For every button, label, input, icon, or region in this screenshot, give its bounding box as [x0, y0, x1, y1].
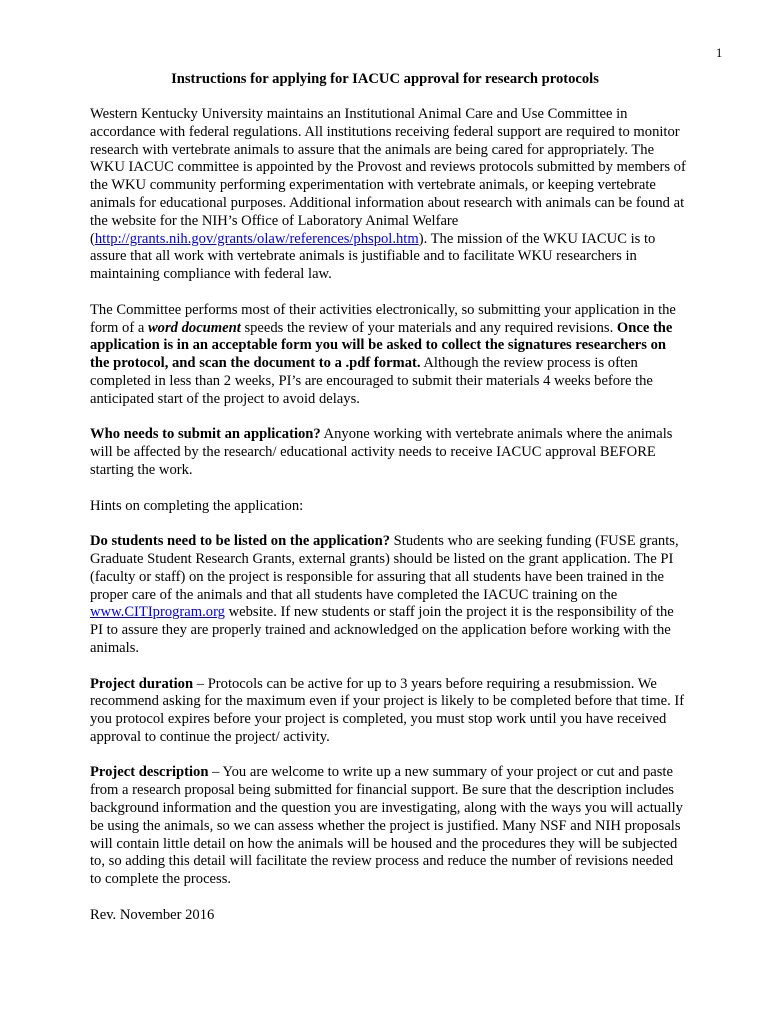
document-title: Instructions for applying for IACUC approval for research protocols	[171, 71, 599, 87]
duration-text: – Protocols can be active for up to 3 years before requiring a resubmission. We recommend asking for the maximum even if your project is likely to be completed before that time. If you protocol expires before your project is completed, you must stop work until you have received approval to continue the project/ activity.	[90, 675, 685, 745]
submission-paragraph	[90, 302, 688, 409]
description-text: – You are welcome to write up a new summary of your project or cut and paste from a research proposal being submitted for financial support. Be sure that the description includes background information and the question you are investigating, along with the ways you will actually be using the animals, so we can assess whether the project is justified. Many NSF and NIH proposals will contain little detail on how the animals will be housed and the procedures they will be subjected to, so adding this detail will facilitate the review process and reduce the number of revisions needed to complete the process.	[90, 764, 683, 888]
students-text-a: Students who are seeking funding (FUSE grants, Graduate Student Research Grants, external grants) should be listed on the grant application. The PI (faculty or staff) on the project is responsible for assuring that all students have been trained in the proper care of the animals and that all students have completed the IACUC training on the	[90, 533, 679, 603]
description-heading: Project description	[90, 764, 209, 781]
submission-text-b: speeds the review of your materials and any required revisions.	[240, 319, 617, 336]
submission-text-c: Although the review process is often completed in less than 2 weeks, PI’s are encouraged to submit their materials 4 weeks before the anticipated start of the project to avoid delays.	[90, 355, 653, 407]
duration-paragraph	[90, 676, 688, 747]
signature-instruction: Once the application is in an acceptable form you will be asked to collect the signatures researchers on the protocol, and scan the document to a .pdf format.	[90, 319, 673, 372]
students-heading: Do students need to be listed on the application?	[90, 533, 391, 550]
citi-program-link[interactable]: www.CITIprogram.org	[90, 604, 225, 621]
description-paragraph	[90, 764, 688, 889]
page-number: 1	[716, 46, 723, 60]
revision-note	[90, 907, 688, 925]
olaw-link[interactable]: http://grants.nih.gov/grants/olaw/references/phspol.htm	[94, 230, 419, 247]
duration-heading: Project duration	[90, 675, 194, 692]
intro-paragraph	[90, 106, 688, 284]
submission-text-a: The Committee performs most of their activities electronically, so submitting your application in the form of a	[90, 301, 676, 336]
revision-text: Rev. November 2016	[90, 906, 215, 923]
document-body	[90, 106, 688, 942]
intro-text-b: ). The mission of the WKU IACUC is to assure that all work with vertebrate animals is justifiable and to facilitate WKU researchers in maintaining compliance with federal law.	[90, 230, 656, 283]
intro-text-a: Western Kentucky University maintains an Institutional Animal Care and Use Committee in accordance with federal regulations. All institutions receiving federal support are required to monitor research with vertebrate animals to assure that the animals are being cared for appropriately. The WKU IACUC committee is appointed by the Provost and reviews protocols submitted by members of the WKU community performing experimentation with vertebrate animals, or keeping vertebrate animals for educational purposes. Additional information about research with animals can be found at the website for the NIH’s Office of Laboratory Animal Welfare (	[90, 106, 686, 247]
word-document-emphasis: word document	[147, 319, 241, 336]
hints-paragraph	[90, 498, 688, 516]
who-needs-paragraph	[90, 426, 688, 479]
students-paragraph	[90, 533, 688, 658]
hints-text: Hints on completing the application:	[90, 497, 304, 514]
who-needs-text: Anyone working with vertebrate animals where the animals will be affected by the research/ educational activity needs to receive IACUC approval BEFORE starting the work.	[90, 426, 673, 478]
students-text-b: website. If new students or staff join the project it is the responsibility of the PI to assure they are properly trained and acknowledged on the application before working with the animals.	[90, 604, 674, 656]
who-needs-heading: Who needs to submit an application?	[90, 426, 321, 443]
